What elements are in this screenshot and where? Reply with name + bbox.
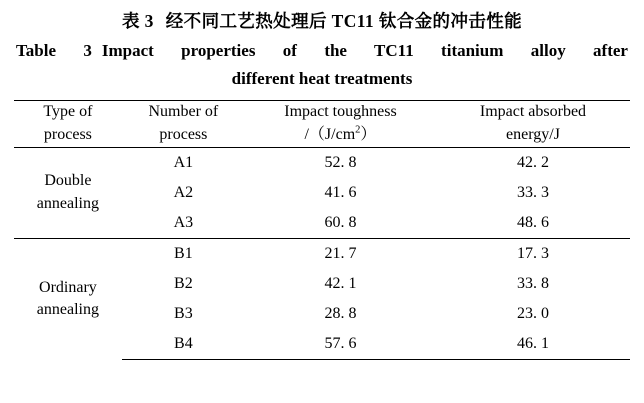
header-number-line2: process (159, 126, 208, 144)
cell-process-number: B4 (122, 329, 245, 360)
table-row (14, 238, 630, 269)
table-caption-chinese-text: 经不同工艺热处理后 TC11 钛合金的冲击性能 (165, 11, 523, 31)
header-energy-line2: energy/J (506, 126, 560, 144)
cell-process-number: A2 (173, 183, 194, 201)
cell-impact-toughness: 21. 7 (245, 238, 436, 269)
table-body (14, 147, 630, 359)
cell-impact-toughness: 60. 8 (324, 213, 357, 231)
table-caption-english-text1: Impact properties of the TC11 titanium alloy after (101, 41, 628, 61)
group-label-ordinary-annealing (14, 238, 122, 359)
cell-impact-energy: 33. 3 (516, 183, 549, 201)
header-cell-energy (436, 101, 630, 147)
cell-impact-energy: 48. 6 (516, 213, 549, 231)
cell-impact-energy: 46. 1 (436, 329, 630, 360)
cell-impact-toughness: 42. 1 (324, 274, 357, 292)
table-caption-english (14, 34, 630, 91)
header-toughness-line2 (245, 124, 436, 147)
impact-properties-table (14, 100, 630, 359)
table-caption-english-label: Table 3 (16, 41, 92, 61)
cell-impact-toughness: 52. 8 (245, 147, 436, 178)
table-caption-english-line1 (14, 38, 630, 64)
cell-process-number: A3 (173, 213, 194, 231)
group-label-double-annealing (14, 147, 122, 238)
cell-impact-energy: 42. 2 (436, 147, 630, 178)
header-row (14, 101, 630, 147)
cell-impact-toughness: 41. 6 (324, 183, 357, 201)
cell-impact-energy: 23. 0 (516, 304, 549, 322)
group-label-line1: Ordinary (39, 278, 97, 296)
header-toughness-unit-post: ） (360, 126, 377, 144)
header-toughness-unit-pre: /（J/cm (304, 126, 356, 144)
cell-impact-energy: 33. 8 (516, 274, 549, 292)
cell-process-number: A1 (122, 147, 245, 178)
header-cell-toughness (245, 101, 436, 147)
table-caption-chinese (14, 0, 630, 34)
table-caption-chinese-label: 表 3 (121, 11, 154, 31)
table-header (14, 101, 630, 147)
group-label-line2: annealing (36, 301, 99, 319)
header-type-line2: process (43, 126, 92, 144)
header-energy-line1: Impact absorbed (479, 103, 587, 121)
header-cell-type (14, 101, 122, 147)
header-cell-number (122, 101, 245, 147)
header-number-line1: Number of (148, 103, 219, 121)
header-type-line1: Type of (43, 103, 93, 121)
cell-impact-toughness: 57. 6 (245, 329, 436, 360)
table-caption-english-line2: different heat treatments (231, 68, 413, 88)
table-row (14, 147, 630, 178)
header-toughness-unit-sup: 2 (355, 124, 361, 136)
group-label-line2: annealing (36, 194, 99, 212)
cell-process-number: B3 (174, 304, 193, 322)
cell-impact-energy: 17. 3 (436, 238, 630, 269)
group-label-line1: Double (44, 172, 92, 190)
cell-impact-toughness: 28. 8 (324, 304, 357, 322)
header-toughness-line1: Impact toughness (284, 103, 397, 121)
cell-process-number: B2 (174, 274, 193, 292)
cell-process-number: B1 (122, 238, 245, 269)
